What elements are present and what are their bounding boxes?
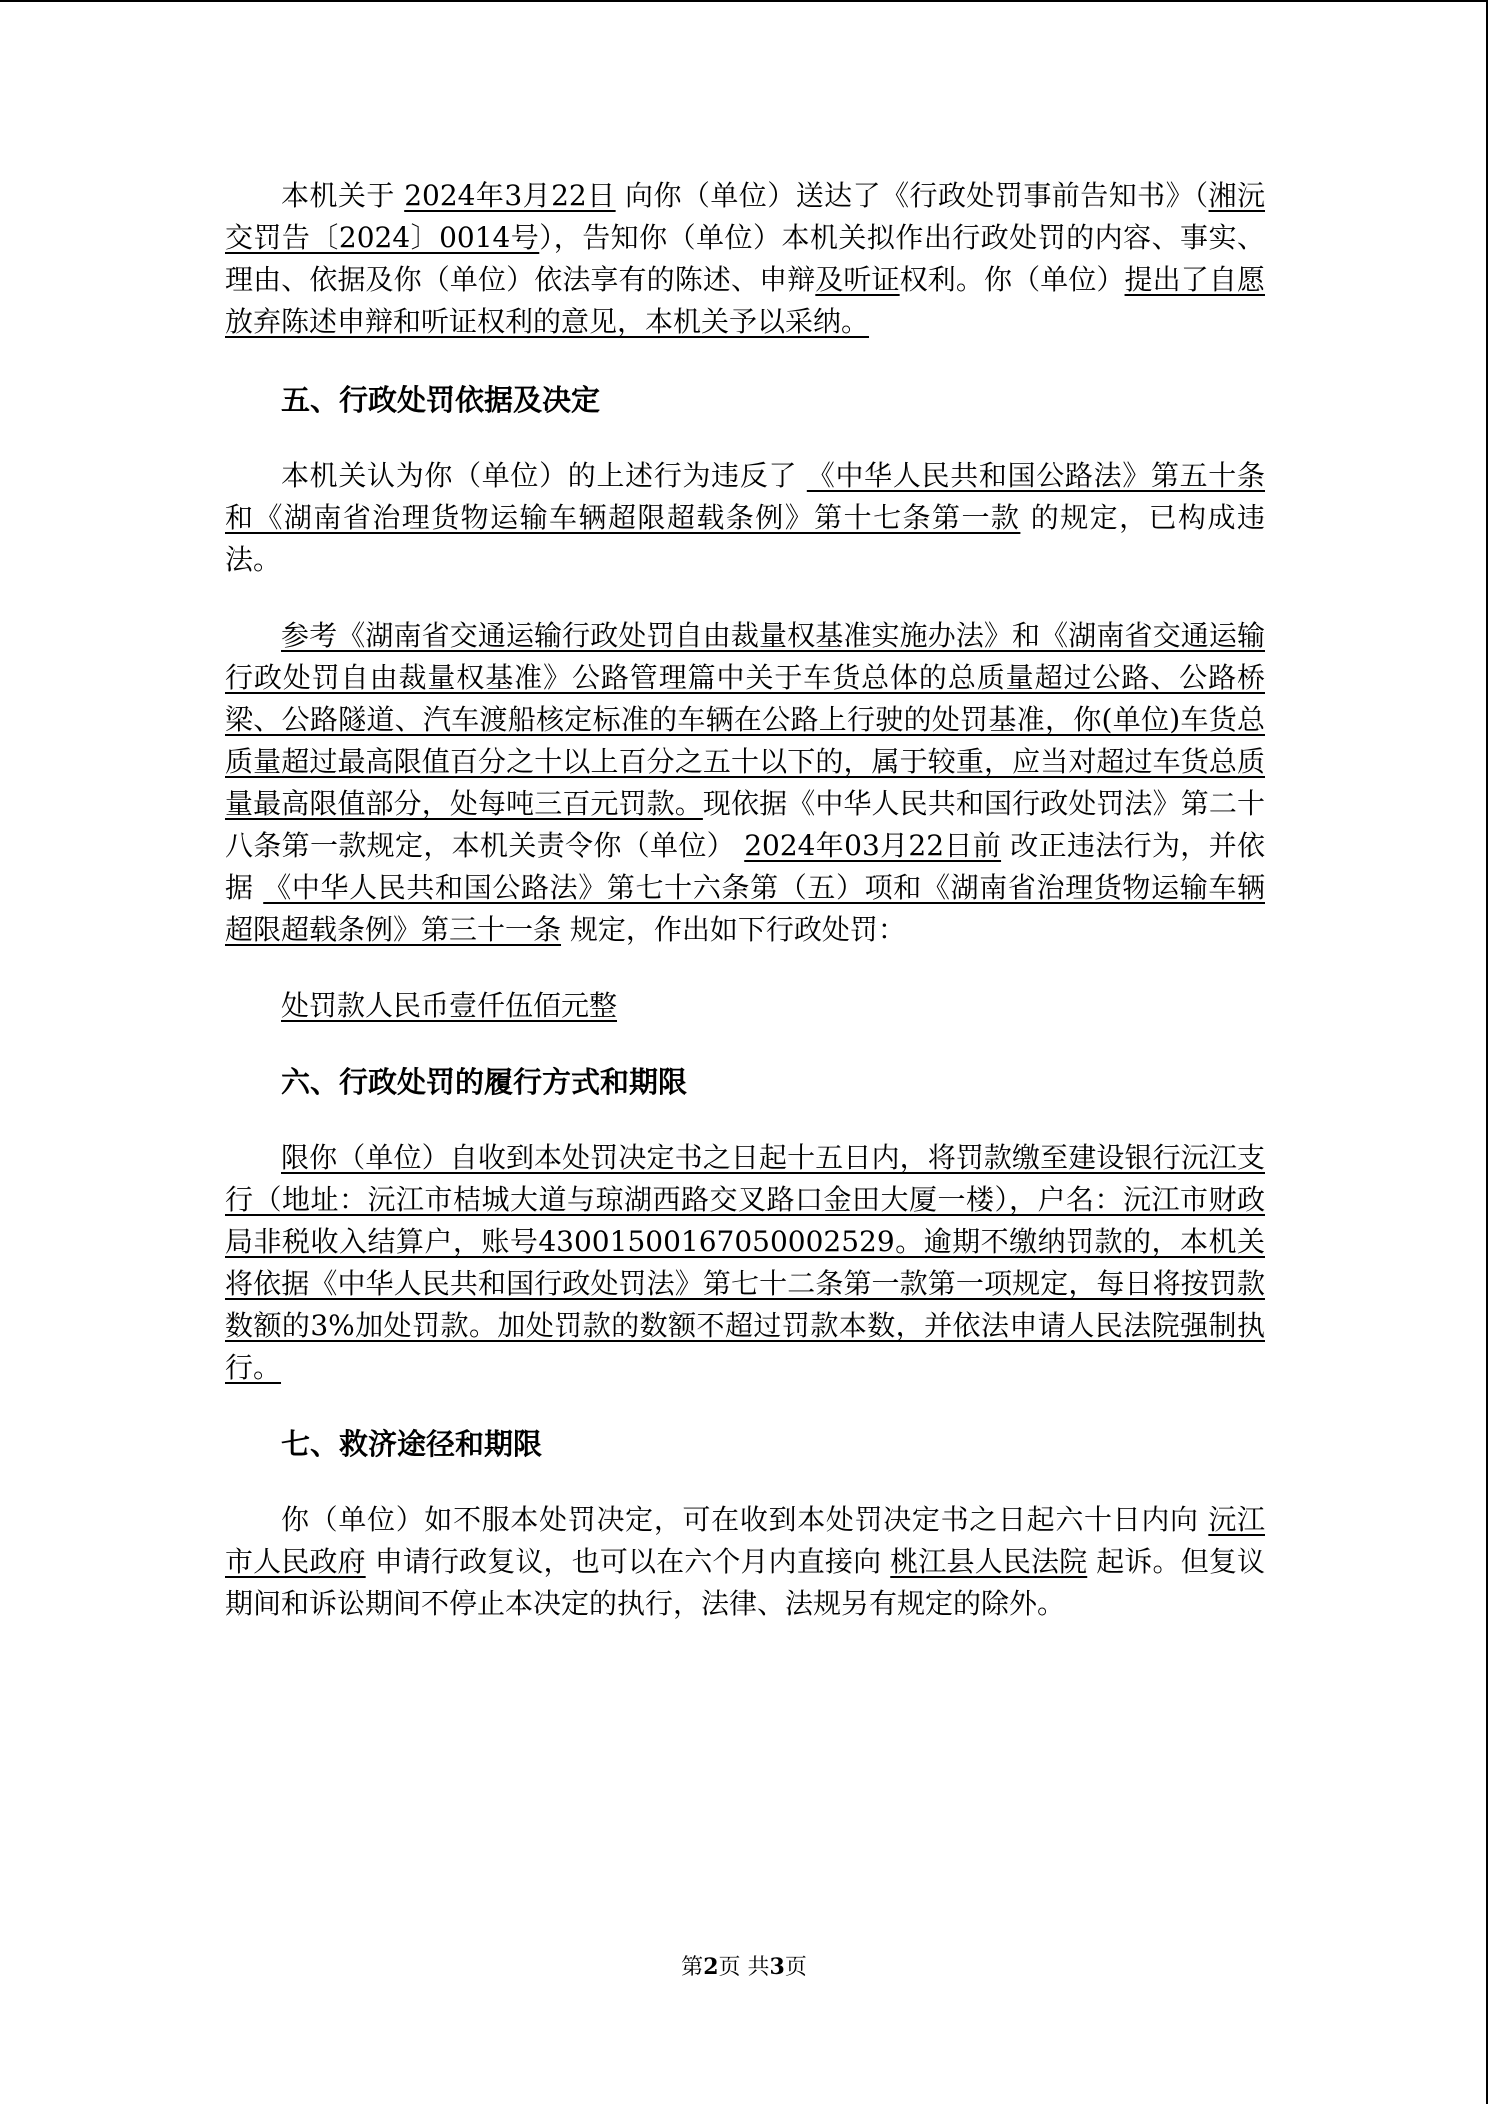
text-segment: 本机关于: [281, 179, 395, 212]
total-page-count: 3: [769, 1954, 785, 1980]
page-top-border: [0, 0, 1488, 2]
section-7-heading: 七、救济途径和期限: [281, 1427, 543, 1461]
text-segment: 改正违法行为，并依据: [225, 829, 1265, 904]
current-page-number: 2: [703, 1954, 719, 1980]
section-6-heading: 六、行政处罚的履行方式和期限: [281, 1065, 688, 1099]
text-segment: 现依据《中华人民共和国行政处罚法》第二十八条第一款规定，本机关责令你（单位）: [225, 787, 1265, 862]
payment-paragraph: [225, 1137, 1265, 1389]
footer-prefix: 第: [681, 1955, 704, 1980]
text-segment: 向你（单位）送达了《行政处罚事前告知书》（: [624, 179, 1209, 212]
review-authority: 沅江市人民政府: [225, 1503, 1265, 1578]
waiver-statement: 提出了自愿放弃陈述申辩和听证权利的意见，本机关予以采纳。: [225, 263, 1265, 338]
text-segment: 规定，作出如下行政处罚：: [569, 913, 906, 946]
text-segment: 你（单位）如不服本处罚决定，可在收到本处罚决定书之日起六十日内向: [281, 1503, 1199, 1536]
section-5-heading: 五、行政处罚依据及决定: [281, 383, 601, 417]
violated-provisions: 《中华人民共和国公路法》第五十条和《湖南省治理货物运输车辆超限超载条例》第十七条第一款: [225, 459, 1265, 534]
payment-instructions: 限你（单位）自收到本处罚决定书之日起十五日内，将罚款缴至建设银行沅江支行（地址：沅江市桔城大道与琼湖西路交叉路口金田大厦一楼），户名：沅江市财政局非税收入结算户，账号43001500167050002529。逾期不缴纳罚款的，本机关将依据《中华人民共和国行政处罚法》第七十二条第一款第一项规定，每日将按罚款数额的3%加处罚款。加处罚款的数额不超过罚款本数，并依法申请人民法院强制执行。: [225, 1141, 1265, 1384]
text-segment: 本机关认为你（单位）的上述行为违反了: [281, 459, 798, 492]
text-segment: 的规定，已构成违法。: [225, 501, 1265, 576]
text-segment: 权利。你（单位）: [899, 263, 1125, 296]
notice-date: 2024年3月22日: [404, 179, 616, 212]
document-body: [225, 175, 1265, 1625]
discretion-standard-text: 参考《湖南省交通运输行政处罚自由裁量权基准实施办法》和《湖南省交通运输行政处罚自由裁量权基准》公路管理篇中关于车货总体的总质量超过公路、公路桥梁、公路隧道、汽车渡船核定标准的车辆在公路上行驶的处罚基准，你(单位)车货总质量超过最高限值百分之十以上百分之五十以下的，属于较重，应当对超过车货总质量最高限值部分，处每吨三百元罚款。: [225, 619, 1265, 820]
remedy-paragraph: [225, 1499, 1265, 1625]
penalty-provisions: 《中华人民共和国公路法》第七十六条第（五）项和《湖南省治理货物运输车辆超限超载条例》第三十一条: [225, 871, 1265, 946]
penalty-basis-paragraph: [225, 615, 1265, 951]
notice-document-number: 湘沅交罚告〔2024〕0014号: [225, 179, 1265, 254]
penalty-amount-paragraph: [225, 985, 1265, 1027]
text-segment: ），告知你（单位）本机关拟作出行政处罚的内容、事实、理由、依据及你（单位）依法享有的陈述、申辩: [225, 221, 1265, 296]
footer-suffix: 页: [784, 1955, 807, 1980]
penalty-amount: 处罚款人民币壹仟伍佰元整: [281, 989, 618, 1022]
correction-deadline: 2024年03月22日前: [744, 829, 1002, 862]
text-segment: 申请行政复议，也可以在六个月内直接向: [374, 1545, 882, 1578]
court-name: 桃江县人民法院: [890, 1545, 1088, 1578]
page-footer: [0, 1952, 1488, 1983]
footer-middle: 页 共: [718, 1955, 770, 1980]
hearing-right-text: 及听证: [815, 263, 900, 296]
violation-paragraph: [225, 455, 1265, 581]
service-notice-paragraph: [225, 175, 1265, 343]
text-segment: 起诉。但复议期间和诉讼期间不停止本决定的执行，法律、法规另有规定的除外。: [225, 1545, 1265, 1620]
